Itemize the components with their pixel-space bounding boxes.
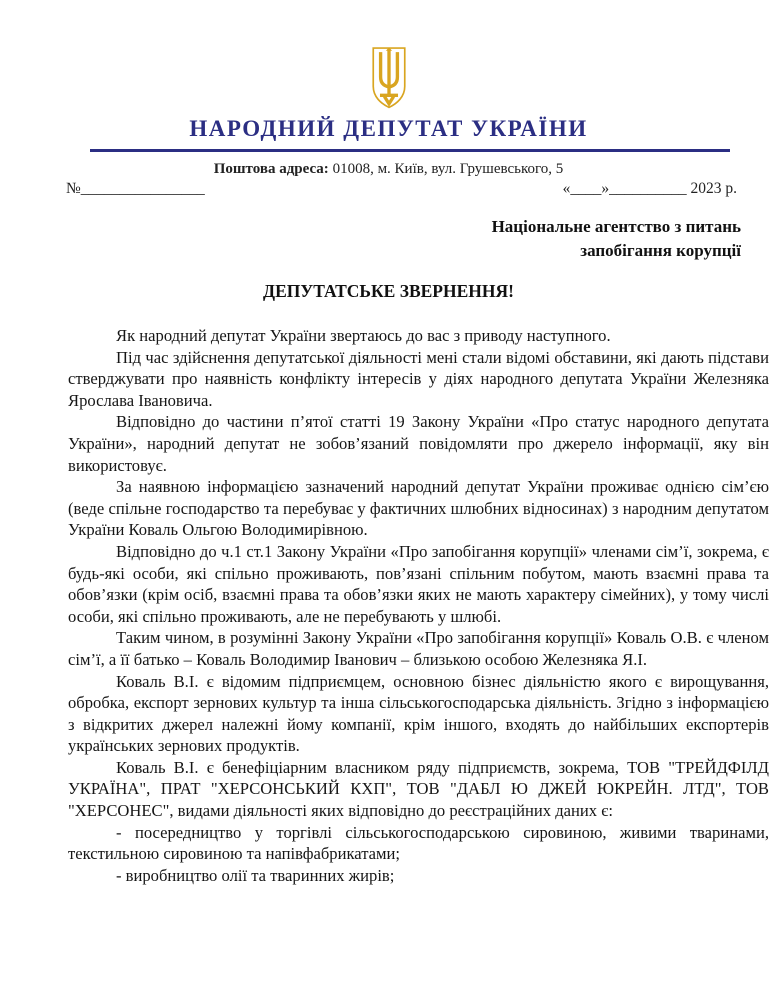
body-paragraph: Як народний депутат України звертаюсь до вас з приводу наступного. <box>116 326 611 345</box>
document-subject: ДЕПУТАТСЬКЕ ЗВЕРНЕННЯ! <box>263 281 514 301</box>
body-paragraph: Відповідно до ч.1 ст.1 Закону України «Про запобігання корупції» членами сім’ї, зокрема, є будь-які особи, які спільно проживають, пов’язані спільним побутом, мають взаємні права та обов’язки (крім осіб, взаємні права та обов’язки яких не мають характеру сімейних), у тому числі особи, які спільно проживають, але не перебувають у шлюбі. <box>68 541 769 626</box>
recipient-line-1: Національне агентство з питань <box>491 217 741 236</box>
body-paragraph: Коваль В.І. є відомим підприємцем, основною бізнес діяльністю якого є вирощування, обробка, експорт зернових культур та інша сільськогосподарська діяльність. Згідно з інформацією з відкритих джерел належні йому компанії, крім іншого, входять до найбільших експортерів українських зернових продуктів. <box>68 671 769 756</box>
recipient-line-2: запобігання корупції <box>580 240 741 260</box>
body-paragraph: Таким чином, в розумінні Закону України «Про запобігання корупції» Коваль О.В. є членом сім’ї, а її батько – Коваль Володимир Іванович – близькою особою Железняка Я.І. <box>68 628 769 669</box>
body-paragraph: Коваль В.І. є бенефіціарним власником ряду підприємств, зокрема, ТОВ "ТРЕЙДФІЛД УКРАЇНА", ПРАТ "ХЕРСОНСЬКИЙ КХП", ТОВ "ДАБЛ Ю ДЖЕЙ ЮКРЕЙН. ЛТД", ТОВ "ХЕРСОНЕС", видами діяльності яких відповідно до реєстраційних даних є: <box>68 757 769 821</box>
body-paragraph: Відповідно до частини п’ятої статті 19 Закону України «Про статус народного депутата України», народний депутат не зобов’язаний повідомляти про джерело інформації, яку він використовує. <box>68 412 769 475</box>
page-title: НАРОДНИЙ ДЕПУТАТ УКРАЇНИ <box>189 116 588 141</box>
recipient-block <box>0 215 777 262</box>
number-date-row <box>0 178 777 198</box>
postal-address-value: 01008, м. Київ, вул. Грушевського, 5 <box>328 161 564 177</box>
ukraine-trident-icon <box>368 46 410 110</box>
letter-body <box>0 325 777 886</box>
postal-address-label: Поштова адреса: <box>213 161 329 177</box>
postal-address <box>0 161 777 178</box>
body-paragraph: Під час здійснення депутатської діяльності мені стали відомі обставини, які дають підстави стверджувати про наявність конфлікту інтересів у діях народного депутата України Железняка Ярослава Івановича. <box>68 347 769 410</box>
letterhead-divider <box>90 149 730 152</box>
document-date-blank: «____»__________ 2023 р. <box>562 180 737 197</box>
body-paragraph: За наявною інформацією зазначений народний депутат України проживає однією сім’єю (веде спільне господарство та перебуває у фактичних шлюбних відносинах) з народним депутатом України Коваль Ольгою Володимирівною. <box>68 477 769 540</box>
letterhead <box>0 0 777 178</box>
document-number-blank: №________________ <box>66 180 205 197</box>
body-list-item: - посередництво у торгівлі сільськогосподарською сировиною, живими тваринами, текстильною сировиною та напівфабрикатами; <box>68 822 769 864</box>
body-list-item: - виробництво олії та тваринних жирів; <box>116 865 395 885</box>
